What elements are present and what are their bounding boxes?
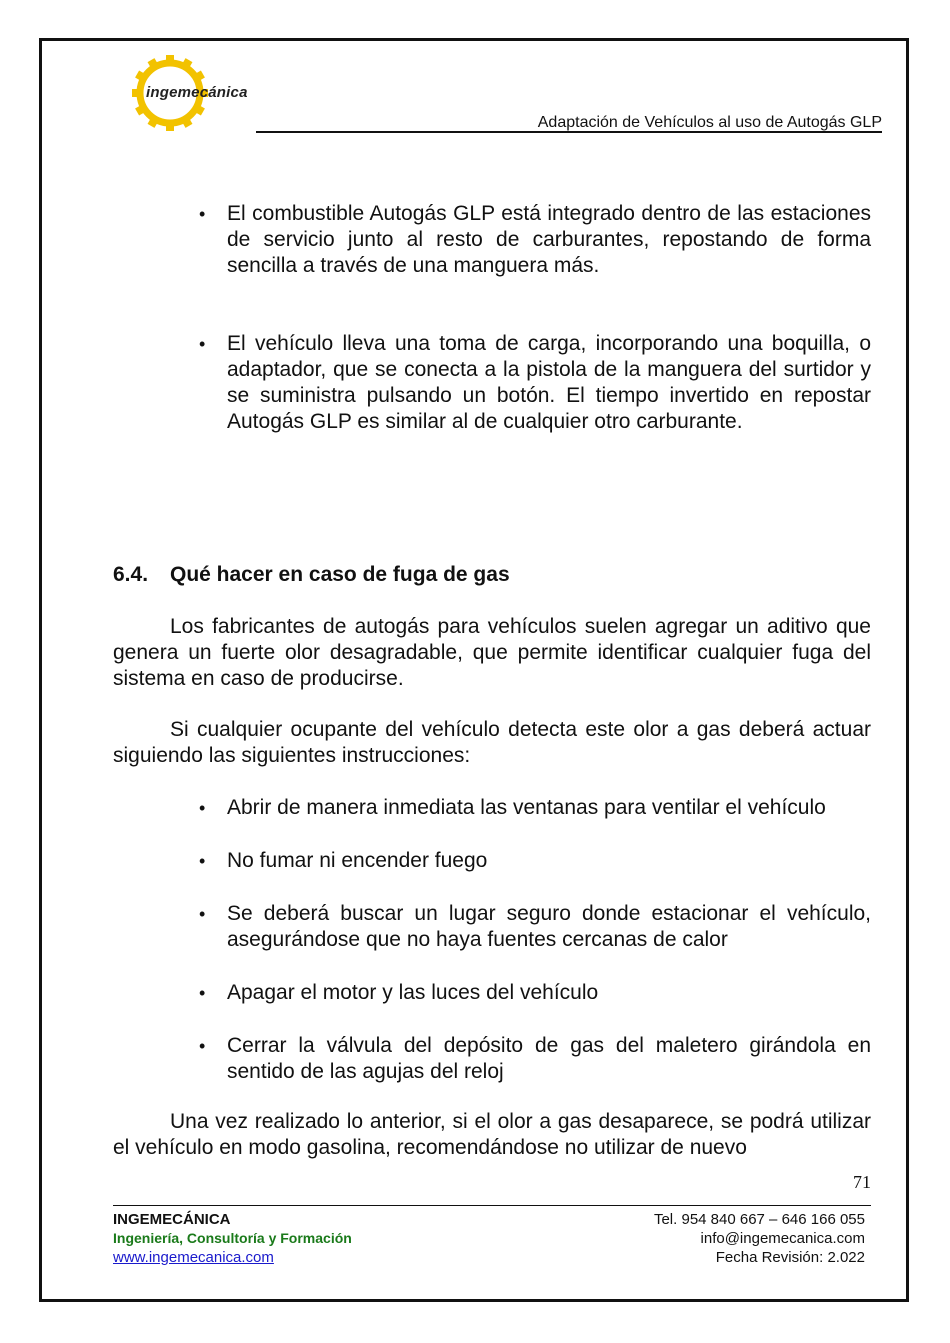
list-item bbox=[113, 901, 871, 953]
paragraph: Una vez realizado lo anterior, si el olor a gas desaparece, se podrá utilizar el vehículo en modo gasolina, recomendándose no utilizar de nuevo bbox=[113, 1110, 871, 1159]
list-item-text: Cerrar la válvula del depósito de gas del maletero girándola en sentido de las agujas del reloj bbox=[227, 1034, 871, 1083]
list-item-text: Abrir de manera inmediata las ventanas para ventilar el vehículo bbox=[227, 796, 826, 819]
bullet-icon: • bbox=[199, 204, 206, 224]
footer-email: info@ingemecanica.com bbox=[700, 1230, 865, 1247]
list-item bbox=[113, 201, 871, 279]
list-item bbox=[113, 1033, 871, 1085]
bullet-icon: • bbox=[199, 904, 206, 924]
list-item bbox=[113, 980, 871, 1006]
footer-phone: Tel. 954 840 667 – 646 166 055 bbox=[653, 1211, 865, 1228]
page-number: 71 bbox=[853, 1172, 871, 1192]
footer-revision: Fecha Revisión: 2.022 bbox=[715, 1249, 865, 1266]
footer-company: INGEMECÁNICA bbox=[113, 1211, 231, 1228]
header-divider bbox=[256, 131, 882, 133]
footer-website-link[interactable]: www.ingemecanica.com bbox=[113, 1249, 274, 1266]
list-item-text: Apagar el motor y las luces del vehículo bbox=[227, 981, 599, 1004]
footer-tagline: Ingeniería, Consultoría y Formación bbox=[113, 1230, 352, 1246]
list-item-text: No fumar ni encender fuego bbox=[227, 849, 488, 872]
section-heading bbox=[113, 563, 510, 587]
bullet-icon: • bbox=[199, 1036, 206, 1056]
section-title: Qué hacer en caso de fuga de gas bbox=[170, 563, 510, 586]
paragraph: Los fabricantes de autogás para vehículos suelen agregar un aditivo que genera un fuerte olor desagradable, que permite identificar cualquier fuga del sistema en caso de producirse. bbox=[113, 615, 871, 690]
list-item bbox=[113, 795, 871, 821]
paragraph: Si cualquier ocupante del vehículo detecta este olor a gas deberá actuar siguiendo las siguientes instrucciones: bbox=[113, 718, 871, 767]
list-item-text: El combustible Autogás GLP está integrado dentro de las estaciones de servicio junto al resto de carburantes, repostando de forma sencilla a través de una manguera más. bbox=[227, 202, 871, 277]
list-item-text: Se deberá buscar un lugar seguro donde estacionar el vehículo, asegurándose que no haya fuentes cercanas de calor bbox=[227, 902, 871, 951]
list-item bbox=[113, 331, 871, 435]
section-number: 6.4. bbox=[113, 563, 149, 586]
bullet-icon: • bbox=[199, 334, 206, 354]
footer-divider bbox=[113, 1205, 871, 1206]
list-item bbox=[113, 848, 871, 874]
logo-text: ingemecánica bbox=[146, 84, 248, 101]
bullet-icon: • bbox=[199, 983, 206, 1003]
bullet-icon: • bbox=[199, 798, 206, 818]
list-item-text: El vehículo lleva una toma de carga, incorporando una boquilla, o adaptador, que se conecta a la pistola de la manguera del surtidor y se suministra pulsando un botón. El tiempo invertido en repostar Autogás GLP es similar al de cualquier otro carburante. bbox=[227, 332, 871, 433]
bullet-icon: • bbox=[199, 851, 206, 871]
footer-right bbox=[654, 1210, 865, 1267]
footer-left bbox=[113, 1210, 352, 1267]
document-title: Adaptación de Vehículos al uso de Autogás GLP bbox=[537, 114, 882, 131]
